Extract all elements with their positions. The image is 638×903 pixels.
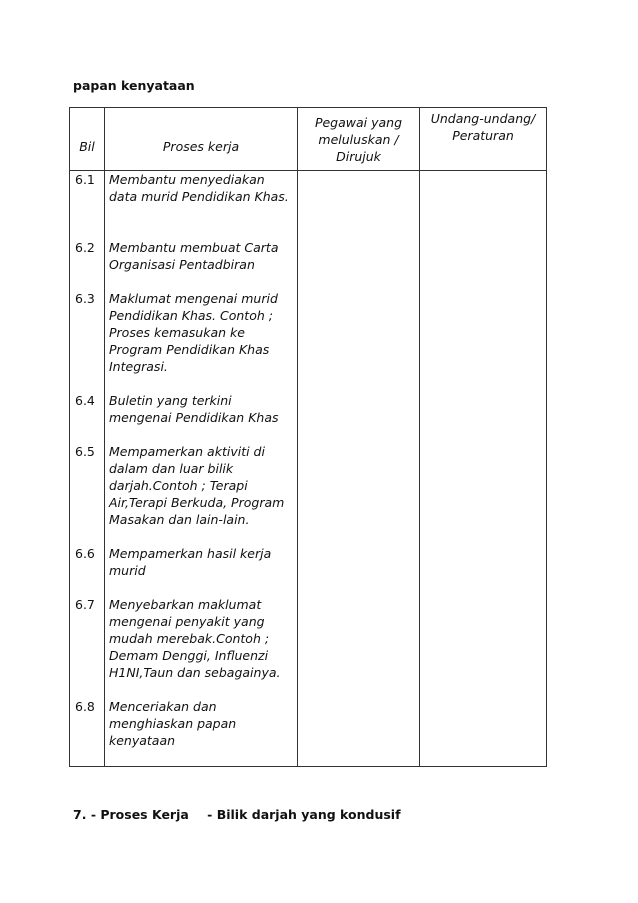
header-pegawai: Pegawai yang meluluskan / Dirujuk [298, 108, 420, 171]
row-number: 6.2 [75, 240, 95, 255]
next-section-heading [73, 807, 401, 822]
table-header-row [70, 108, 547, 171]
row-process-text: Buletin yang terkini mengenai Pendidikan Khas [109, 393, 279, 425]
row-number: 6.6 [75, 546, 95, 561]
row-process-text: Membantu menyediakan data murid Pendidikan Khas. [109, 172, 289, 204]
section-label: - Proses Kerja [90, 807, 189, 822]
row-number: 6.8 [75, 699, 95, 714]
section-title: - Bilik darjah yang kondusif [207, 807, 401, 822]
section-heading: papan kenyataan [73, 78, 195, 93]
row-process-text: Maklumat mengenai murid Pendidikan Khas. Contoh ; Proses kemasukan ke Program Pendidikan Khas Integrasi. [109, 291, 278, 374]
bil-cell [70, 171, 105, 767]
row-number: 6.3 [75, 291, 95, 306]
row-number: 6.1 [75, 172, 95, 187]
header-bil: Bil [70, 108, 105, 171]
work-process-table [69, 107, 547, 767]
row-number: 6.5 [75, 444, 95, 459]
proses-cell [105, 171, 298, 767]
header-undang-undang: Undang-undang/ Peraturan [420, 108, 547, 171]
header-proses-kerja: Proses kerja [105, 108, 298, 171]
row-process-text: Mempamerkan aktiviti di dalam dan luar bilik darjah.Contoh ; Terapi Air,Terapi Berkuda, Program Masakan dan lain-lain. [109, 444, 285, 527]
row-number: 6.4 [75, 393, 95, 408]
table-body-row [70, 171, 547, 767]
pegawai-cell [298, 171, 420, 767]
process-list [105, 171, 297, 749]
row-process-text: Mempamerkan hasil kerja murid [109, 546, 272, 578]
row-process-text: Menyebarkan maklumat mengenai penyakit yang mudah merebak.Contoh ; Demam Denggi, Influenzi H1NI,Taun dan sebagainya. [109, 597, 281, 680]
section-number: 7. [73, 807, 87, 822]
number-list [70, 171, 104, 749]
row-process-text: Menceriakan dan menghiaskan papan kenyataan [109, 699, 237, 748]
row-process-text: Membantu membuat Carta Organisasi Pentadbiran [109, 240, 279, 272]
undang-cell [420, 171, 547, 767]
row-number: 6.7 [75, 597, 95, 612]
